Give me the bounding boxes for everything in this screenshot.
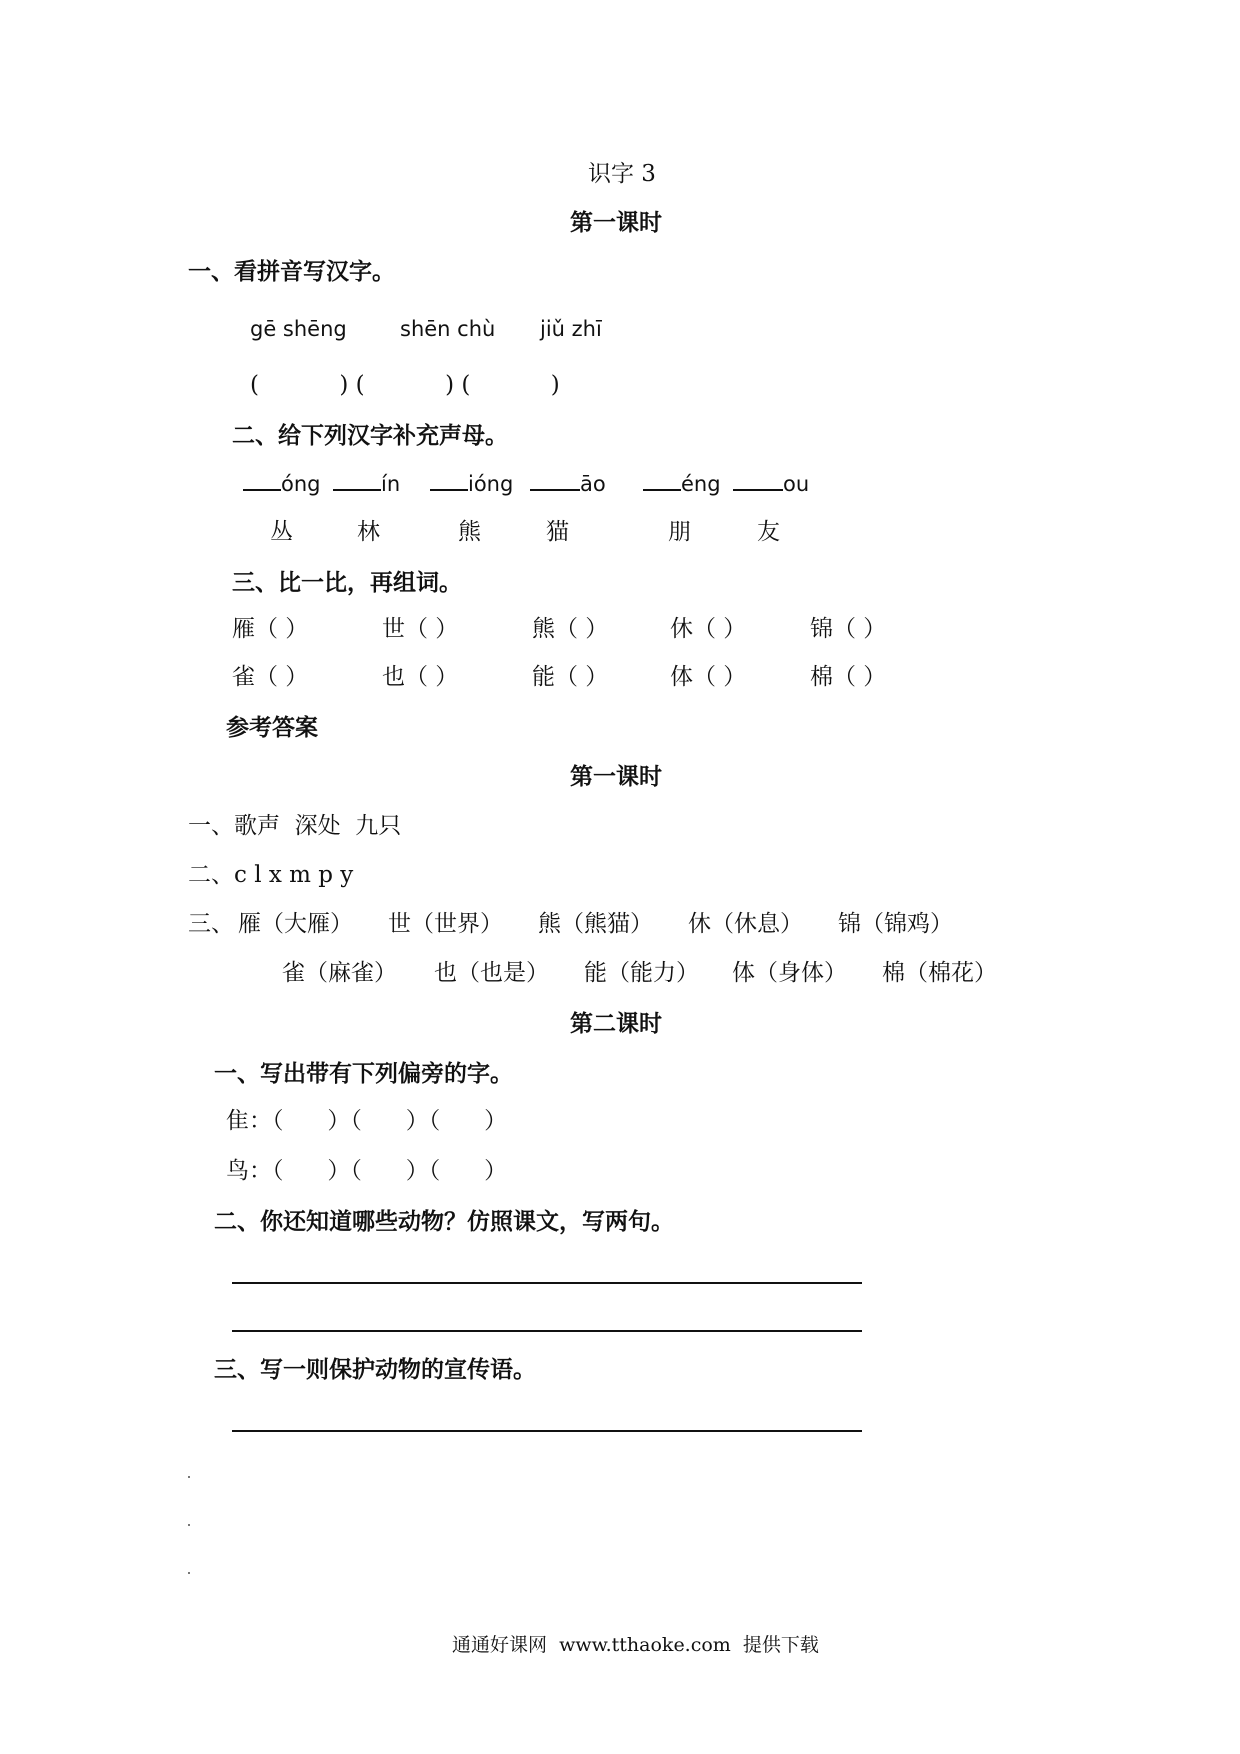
q1-pinyin-2: shēn chù [400,317,496,341]
answers-lesson1-title: 第一课时 [570,763,662,790]
answer-line[interactable] [232,1330,862,1332]
q3-item: 休（ ） [670,616,747,642]
q1-answer-brackets: ( ) ( ) ( ) [250,372,560,398]
lesson1-title: 第一课时 [570,209,662,236]
q1-pinyin-3: jiǔ zhī [540,317,602,341]
lesson2-title: 第二课时 [570,1010,662,1037]
answer-line[interactable] [232,1430,862,1432]
q2-char-1: 丛 [270,519,293,545]
q2-blank[interactable] [733,489,783,491]
answer-3-item: 棉（棉花） [882,960,997,986]
q2-char-6: 友 [757,519,780,545]
q2-char-4: 猫 [546,519,569,545]
q3-item: 棉（ ） [810,664,887,690]
q3-heading: 三、比一比，再组词。 [232,569,462,596]
answer-3-row-1 [238,913,998,939]
q2-item-3: ióng [430,474,513,495]
answer-3-item: 雁（大雁） [238,911,353,937]
q2-blank[interactable] [643,489,681,491]
lesson2-q3-heading: 三、写一则保护动物的宣传语。 [214,1356,536,1383]
lesson2-q1-heading: 一、写出带有下列偏旁的字。 [214,1060,513,1087]
lesson2-q1-row-2: 鸟：（ ）（ ）（ ） [226,1158,508,1184]
q3-row-1 [232,618,932,644]
q3-item: 熊（ ） [532,616,609,642]
q2-blank[interactable] [530,489,580,491]
q2-item-1: óng [243,474,321,495]
q2-char-3: 熊 [458,519,481,545]
answer-3-item: 能（能力） [584,960,699,986]
q2-blank[interactable] [430,489,468,491]
stray-mark [188,1476,190,1478]
answer-3-row-2 [282,962,1042,988]
answer-3-item: 也（也是） [434,960,549,986]
stray-mark [188,1524,190,1526]
q2-blank[interactable] [333,489,381,491]
stray-mark [188,1572,190,1574]
answer-3-label: 三、 [188,911,234,937]
footer-text: 通通好课网 www.tthaoke.com 提供下载 [452,1634,819,1656]
answers-heading: 参考答案 [226,714,318,741]
q2-char-5: 朋 [668,519,691,545]
q3-item: 雀（ ） [232,664,309,690]
answer-3-item: 锦（锦鸡） [838,911,953,937]
answer-2: 二、c l x m p y [188,862,354,888]
q3-item: 世（ ） [382,616,459,642]
q3-item: 也（ ） [382,664,459,690]
answer-3-item: 熊（熊猫） [538,911,653,937]
q2-item-4: āo [530,474,606,495]
answer-3-item: 世（世界） [388,911,503,937]
q3-item: 锦（ ） [810,616,887,642]
q1-heading: 一、看拼音写汉字。 [188,258,395,285]
q1-pinyin-1: gē shēng [250,317,347,341]
answer-3-item: 体（身体） [732,960,847,986]
q2-item-6: ou [733,474,809,495]
q2-item-2: ín [333,474,400,495]
answer-3-item: 雀（麻雀） [282,960,397,986]
q2-char-2: 林 [357,519,380,545]
q3-item: 雁（ ） [232,616,309,642]
q3-item: 体（ ） [670,664,747,690]
q2-heading: 二、给下列汉字补充声母。 [232,422,508,449]
q2-item-5: éng [643,474,721,495]
q2-blank[interactable] [243,489,281,491]
q3-item: 能（ ） [532,664,609,690]
answer-1: 一、歌声 深处 九只 [188,813,402,839]
lesson2-q2-heading: 二、你还知道哪些动物？仿照课文，写两句。 [214,1208,674,1235]
lesson2-q1-row-1: 隹：（ ）（ ）（ ） [226,1108,508,1134]
page-title: 识字 3 [588,161,656,187]
answer-line[interactable] [232,1282,862,1284]
q3-row-2 [232,666,932,692]
answer-3-item: 休（休息） [688,911,803,937]
